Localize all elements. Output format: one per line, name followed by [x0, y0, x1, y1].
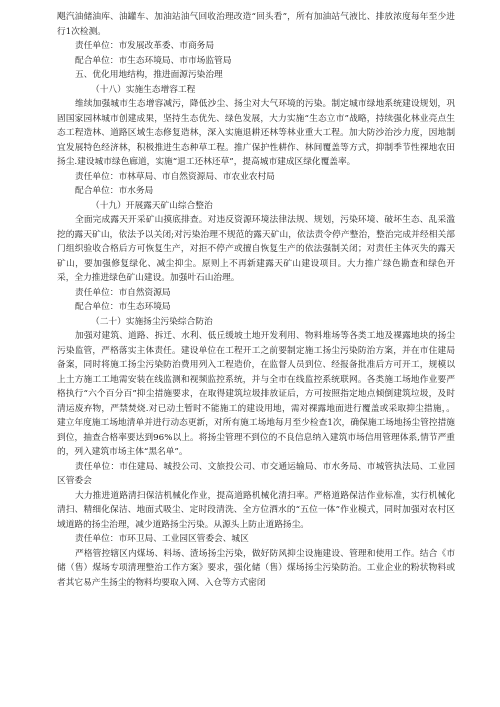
- responsible-unit-line: 责任单位：市林草局、市自然资源局、市农业农村局: [75, 171, 275, 182]
- section-heading-5: 五、优化用地结构，推进面源污染治理: [75, 70, 223, 80]
- responsible-unit-line: 责任单位：市自然资源局: [75, 287, 171, 298]
- document-body: [57, 10, 455, 590]
- paragraph-road-cleaning: 大力推进道路清扫保洁机械化作业，提高道路机械化清扫率。严格道路保洁作业标准，实行机械化清扫、精细化保洁、地面式吸尘、定时段清洗、全方位洒水的“五位一体”作业模式，同时加强对农村区域道路的扬尘治理，减少道路扬尘污染。从源头上防止道路扬尘。: [57, 490, 455, 530]
- subsection-heading-19: （十九）开展露天矿山综合整治: [91, 200, 213, 211]
- cooperating-unit-line: 配合单位：市生态环境局、市市场监管局: [75, 55, 232, 66]
- responsible-unit-line: 责任单位：市住建局、城投公司、文旅投公司、市交通运输局、市水务局、市城管执法局、工业园区管委会: [57, 461, 455, 486]
- paragraph-dust-control: 加强对建筑、道路、拆迁、水利、低丘缓坡土地开发利用、物料堆场等各类工地及裸露地块的扬尘污染监管，严格落实主体责任。建设单位在工程开工之前要制定施工扬尘污染防治方案，并在市住建局备案，同时将施工扬尘污染防治费用列入工程造价，在监督人员到位、经报备批准后方可开工，规模以上土方施工工地需安装在线监测和视频监控系统，并与全市在线监控系统联网。各类施工场地作业要严格执行“六个百分百”抑尘措施要求，在取得建筑垃圾排放证后，方可按照指定地点倾倒建筑垃圾，及时清运废弃物，严禁焚烧.对已动土暂时不能施工的建设用地，需对裸露地面进行覆盖或采取抑尘措施，。建立年度施工场地清单并进行动态更新，对所有施工场地每月至少检查1次，确保施工场地扬尘管控措施到位，抽查合格率要达到96%以上。将扬尘管理不到位的不良信息纳入建筑市场信用管理体系,情节严重的，列入建筑市场主体“黑名单”。: [57, 331, 455, 457]
- paragraph-ecology: 维续加强城市生态增容减污，降低沙尘、扬尘对大气环境的污染。制定城市绿地系统建设规划，巩固国家园林城市创建成果，坚持生态优先、绿色发展，大力实施“生态立市”战略，持续强化林业亮点生态工程造林、道路区域生态修复造林，深入实施退耕还林等林业重大工程。加大防沙治沙力度，因地制宜发展特色经济林，积极推进生态种草工程。推广保护性耕作、林间覆盖等方式，抑制季节性裸地农田扬尘.建设城市绿色廊道，实施“退工还林还草”，提高城市建成区绿化覆盖率。: [57, 99, 455, 167]
- subsection-heading-20: （二十）实施扬尘污染综合防治: [91, 316, 213, 327]
- cooperating-unit-line: 配合单位：市生态环境局: [75, 302, 171, 312]
- responsible-unit-line: 责任单位：市发展改革委、市商务局: [75, 41, 214, 51]
- paragraph-mining: 全面完成露天开采矿山摸底排查。对违反资源环境法律法规、规划，污染环境、破坏生态、乱采滥挖的露天矿山，依法予以关闭;对污染治理不规范的露天矿山，依法责令停产整治，整治完成并经相关部门组织验收合格后方可恢复生产，对拒不停产或擅自恢复生产的依法强制关闭；对责任主体灭失的露天矿山，要加强修复绿化、减尘抑尘。原则上不再新建露天矿山建设项目。大力推广绿色勘查和绿色开采，全力推进绿色矿山建设。加强叶石山治理。: [57, 215, 455, 283]
- responsible-unit-line: 责任单位：市环卫局、工业园区管委会、城区: [75, 534, 249, 544]
- paragraph-continuation: 飓汽油储油库、油罐车、加油站油气回收治理改造“回头看”，所有加油站气液比、排放浓度每年至少进行1次检测。: [57, 12, 455, 37]
- paragraph-storage-yards: 严格管控辖区内煤场、料场、渣场扬尘污染，做好防风抑尘设施建设、管理和使用工作。结合《市储（售）煤场专项清理整治工作方案》要求，强化储（售）煤场扬尘污染防治。工业企业的粉状物料或者其它易产生扬尘的物料均要取入网、入仓等方式密闭: [57, 548, 455, 588]
- subsection-heading-18: （十八）实施生态增容工程: [91, 84, 196, 95]
- cooperating-unit-line: 配合单位：市水务局: [75, 186, 154, 196]
